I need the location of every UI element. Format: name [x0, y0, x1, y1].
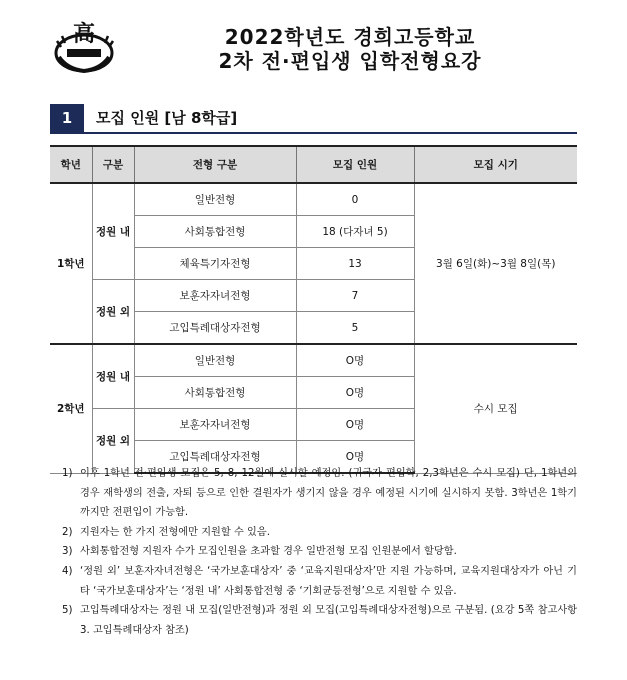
admission-type-cell: 사회통합전형 — [134, 216, 296, 248]
col-header-grade: 학년 — [50, 146, 92, 183]
document-title-line2: 2차 전·편입생 입학전형요강 — [218, 49, 482, 73]
period-cell: 수시 모집 — [414, 344, 577, 473]
section-number: 1 — [50, 104, 84, 132]
admission-type-cell: 체육특기자전형 — [134, 248, 296, 280]
admission-type-cell: 보훈자자녀전형 — [134, 409, 296, 441]
admission-type-cell: 고입특례대상자전형 — [134, 441, 296, 474]
admission-type-cell: 보훈자자녀전형 — [134, 280, 296, 312]
table-row — [50, 183, 577, 216]
note-text: 사회통합전형 지원자 수가 모집인원을 초과할 경우 일반전형 모집 인원분에서 할당함. — [80, 546, 457, 558]
recruitment-table — [50, 145, 577, 474]
count-cell: 7 — [296, 280, 414, 312]
count-cell: 18 (다자녀 5) — [296, 216, 414, 248]
note-text: ‘정원 외’ 보훈자자녀전형은 ‘국가보훈대상자’ 중 ‘교육지원대상자’만 지원 가능하며, 교육지원대상자가 아닌 기타 ‘국가보훈대상자’는 ‘정원 내’ 사회통합전형 중 ‘기회균등전형’으로 지원할 수 있음. — [80, 565, 577, 597]
count-cell: 0 — [296, 183, 414, 216]
count-cell: O명 — [296, 441, 414, 474]
note-number: 5) — [62, 605, 73, 617]
count-cell: O명 — [296, 409, 414, 441]
note-item — [62, 601, 577, 640]
note-number: 3) — [62, 546, 73, 558]
quota-group-cell: 정원 내 — [92, 344, 134, 409]
admission-type-cell: 일반전형 — [134, 183, 296, 216]
document-title-line1: 2022학년도 경희고등학교 — [224, 25, 476, 49]
note-item — [62, 464, 577, 523]
col-header-period: 모집 시기 — [414, 146, 577, 183]
grade-cell: 1학년 — [50, 183, 92, 344]
admission-type-cell: 사회통합전형 — [134, 377, 296, 409]
quota-group-cell: 정원 외 — [92, 409, 134, 474]
count-cell: O명 — [296, 344, 414, 377]
emblem-char: 高 — [72, 21, 96, 47]
period-cell: 3월 6일(화)~3월 8일(목) — [414, 183, 577, 344]
col-header-admission-type: 전형 구분 — [134, 146, 296, 183]
note-item — [62, 523, 577, 543]
note-number: 4) — [62, 565, 73, 577]
quota-group-cell: 정원 외 — [92, 280, 134, 345]
count-cell: 13 — [296, 248, 414, 280]
note-item — [62, 562, 577, 601]
note-number: 1) — [62, 468, 73, 479]
note-number: 2) — [62, 526, 73, 538]
quota-group-cell: 정원 내 — [92, 183, 134, 280]
admission-type-cell: 고입특례대상자전형 — [134, 312, 296, 345]
notes-list — [62, 464, 577, 640]
note-text: 고입특례대상자는 정원 내 모집(일반전형)과 정원 외 모집(고입특례대상자전형)으로 구분됨. (요강 5쪽 참고사항 3. 고입특례대상자 참조) — [80, 605, 577, 636]
col-header-category: 구분 — [92, 146, 134, 183]
count-cell: 5 — [296, 312, 414, 345]
admission-type-cell: 일반전형 — [134, 344, 296, 377]
note-item — [62, 542, 577, 562]
count-cell: O명 — [296, 377, 414, 409]
note-text: 이후 1학년 전·편입생 모집은 5, 8, 12월에 실시할 예정임. (귀국자 편입학, 2,3학년은 수시 모집) 단, 1학년의 경우 재학생의 전출, 자퇴 등으로 인한 결원자가 생기지 않을 경우 예정된 시기에 실시하지 못함. 3학년은 1학기 까지만 전편입이 가능함. — [80, 468, 577, 519]
school-emblem-logo — [53, 17, 115, 79]
table-row — [50, 344, 577, 377]
section-title: 모집 인원 [남 8학급] — [96, 109, 238, 127]
col-header-count: 모집 인원 — [296, 146, 414, 183]
note-text: 지원자는 한 가지 전형에만 지원할 수 있음. — [80, 526, 270, 538]
section-header — [50, 104, 577, 134]
grade-cell: 2학년 — [50, 344, 92, 473]
table-header-row — [50, 146, 577, 183]
